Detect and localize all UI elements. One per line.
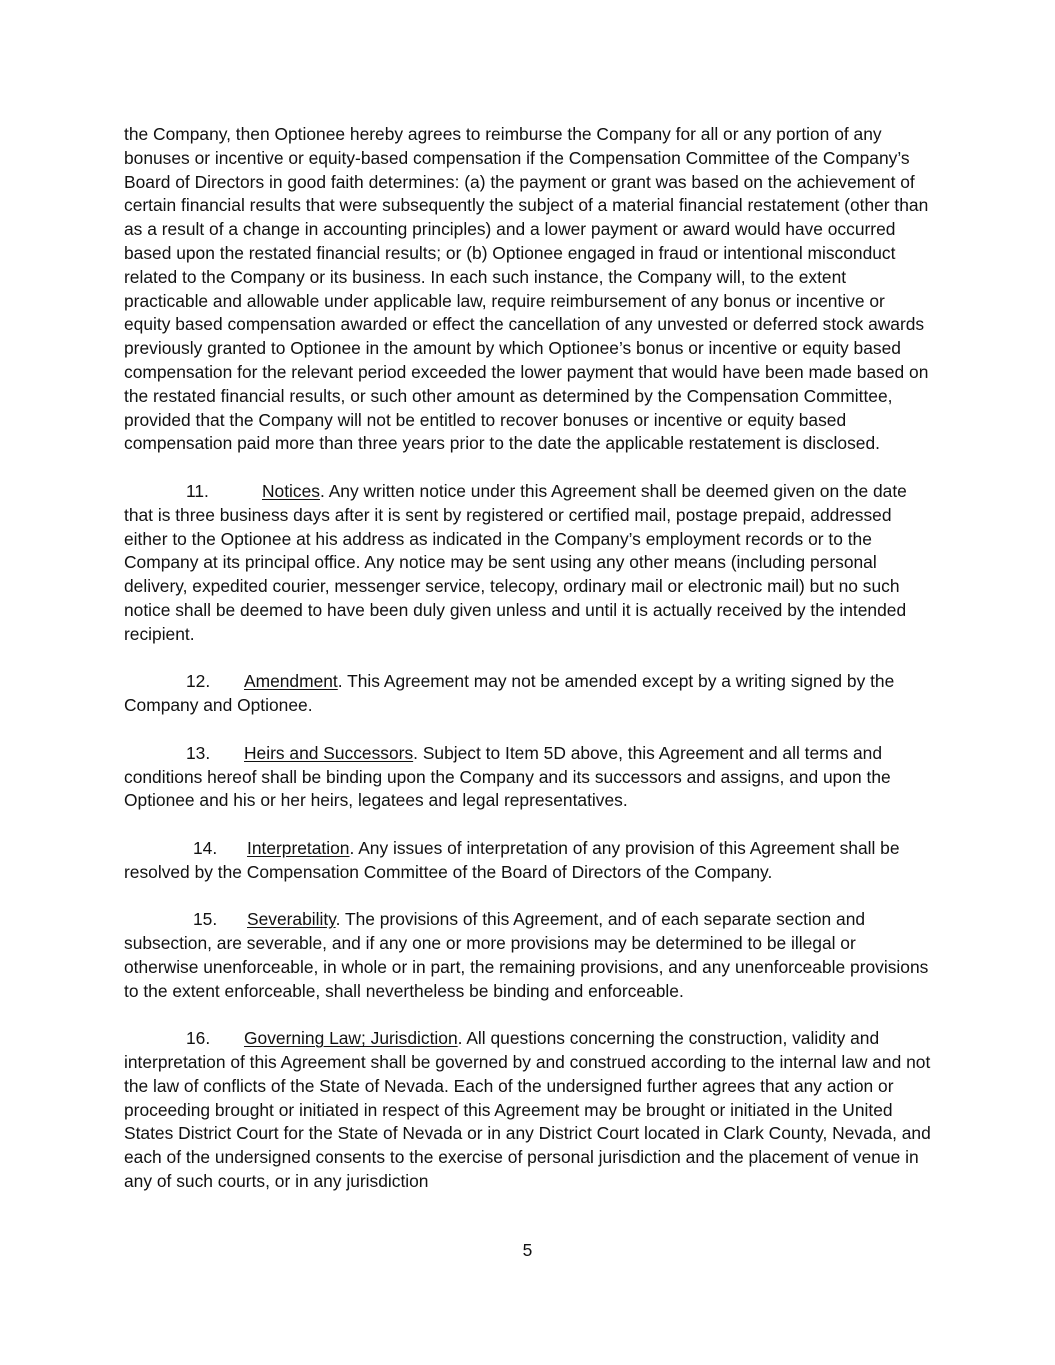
section-governing-law [124,1027,932,1194]
section-interpretation [124,837,932,885]
continuation-paragraph: the Company, then Optionee hereby agrees to reimburse the Company for all or any portion of any bonuses or incentive or equity-based compensation if the Compensation Committee of the Company’s Board of Directors in good faith determines: (a) the payment or grant was based on the achievement of certain financial results that were subsequently the subject of a material financial restatement (other than as a result of a change in accounting principles) and a lower payment or award would have occurred based upon the restated financial results; or (b) Optionee engaged in fraud or intentional misconduct related to the Company or its business. In each such instance, the Company will, to the extent practicable and allowable under applicable law, require reimbursement of any bonus or incentive or equity based compensation awarded or effect the cancellation of any unvested or deferred stock awards previously granted to Optionee in the amount by which Optionee’s bonus or incentive or equity based compensation for the relevant period exceeded the lower payment that would have been made based on the restated financial results, or such other amount as determined by the Compensation Committee, provided that the Company will not be entitled to recover bonuses or incentive or equity based compensation paid more than three years prior to the date the applicable restatement is disclosed. [124,124,929,454]
section-number: 12. [186,671,211,692]
section-body: . This Agreement may not be amended except by a writing signed by the Company and Optionee. [124,671,895,716]
section-heading: Notices [262,480,320,501]
section-body: . All questions concerning the construction, validity and interpretation of this Agreement shall be governed by and construed according to the internal law and not the law of conflicts of the State of Nevada. Each of the undersigned further agrees that any action or proceeding brought or initiated in respect of this Agreement may be brought or initiated in the United States District Court for the State of Nevada or in any District Court located in Clark County, Nevada, and each of the undersigned consents to the exercise of personal jurisdiction and the placement of venue in any of such courts, or in any jurisdiction [124,1028,931,1192]
section-body: . Any written notice under this Agreement shall be deemed given on the date that is three business days after it is sent by registered or certified mail, postage prepaid, addressed either to the Optionee at his address as indicated in the Company’s employment records or to the Company at its principal office. Any notice may be sent using any other means (including personal delivery, expedited courier, messenger service, telecopy, ordinary mail or electronic mail) but no such notice shall be deemed to have been duly given unless and until it is actually received by the intended recipient. [124,480,907,644]
document-body [124,123,932,1218]
section-body: . Any issues of interpretation of any provision of this Agreement shall be resolved by the Compensation Committee of the Board of Directors of the Company. [124,837,900,882]
section-heading: Interpretation [247,837,350,858]
section-heading: Severability [247,909,336,930]
section-number: 15. [193,909,218,930]
section-number: 11. [186,480,209,501]
section-notices [124,480,932,647]
section-severability [124,908,932,1003]
section-heading: Amendment [244,671,338,692]
section-amendment [124,670,932,718]
section-heading: Governing Law; Jurisdiction [244,1028,458,1049]
section-number: 13. [186,742,211,763]
section-body: . The provisions of this Agreement, and of each separate section and subsection, are severable, and if any one or more provisions may be determined to be illegal or otherwise unenforceable, in whole or in part, the remaining provisions, and any unenforceable provisions to the extent enforceable, shall nevertheless be binding and enforceable. [124,909,929,1001]
section-number: 16. [186,1028,211,1049]
section-heading: Heirs and Successors [244,742,414,763]
section-number: 14. [193,837,218,858]
section-body: . Subject to Item 5D above, this Agreement and all terms and conditions hereof shall be binding upon the Company and its successors and assigns, and upon the Optionee and his or her heirs, legatees and legal representatives. [124,742,891,811]
page-number: 5 [522,1240,533,1260]
section-heirs-and-successors [124,742,932,813]
